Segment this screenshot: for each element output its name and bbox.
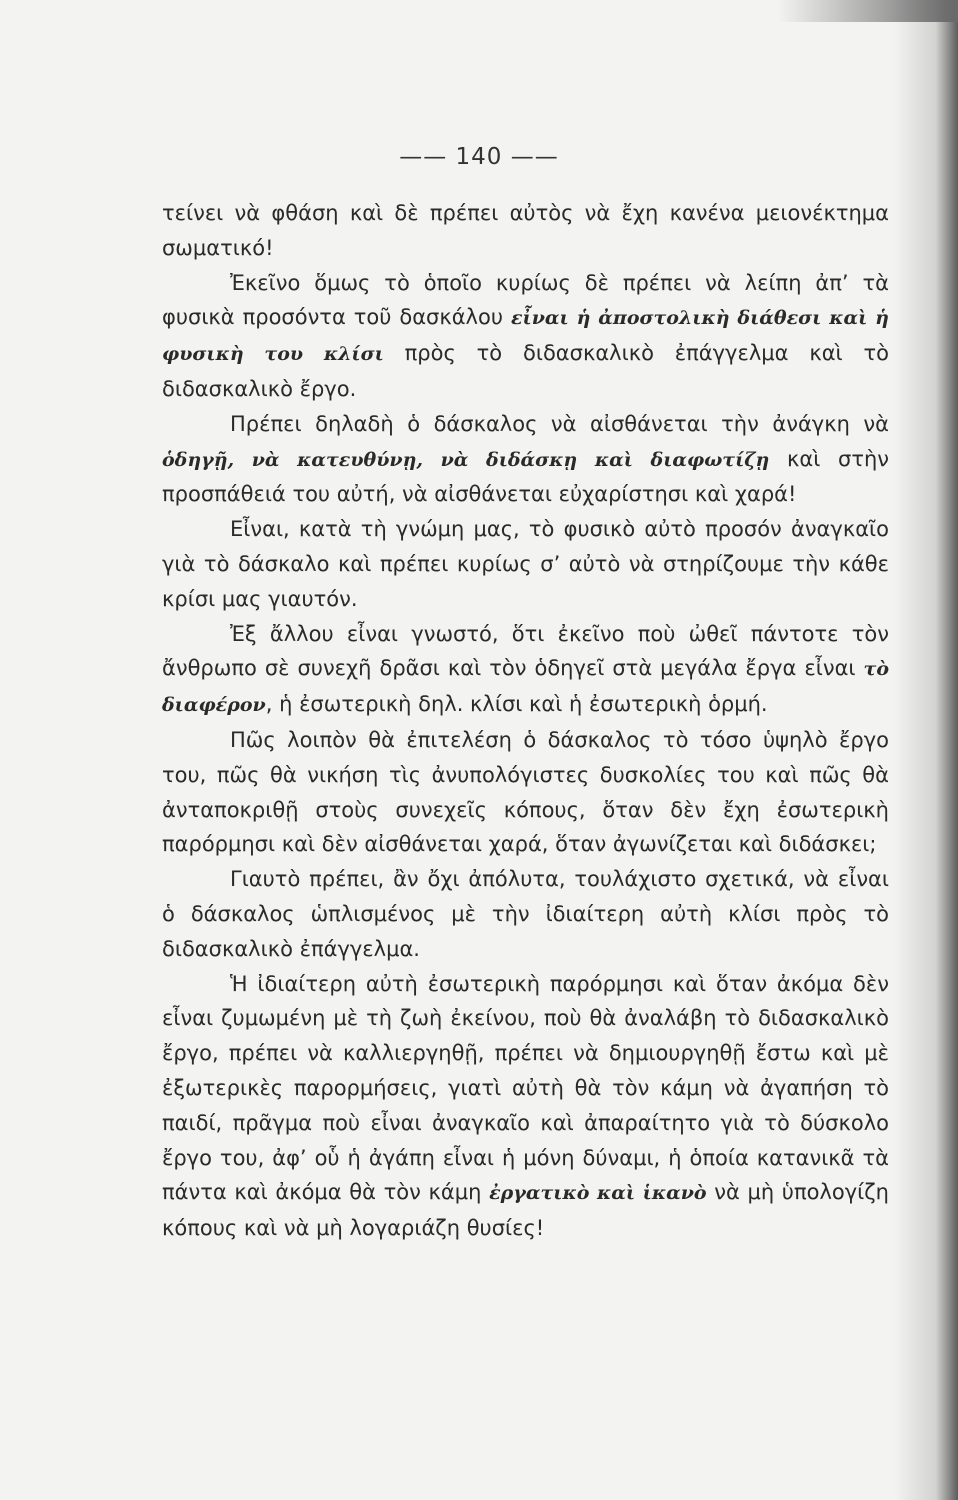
scan-corner-shadow [778, 0, 958, 22]
paragraph-8 [162, 967, 889, 1246]
paragraph-3 [162, 407, 889, 512]
body-text [162, 196, 889, 1246]
text-run: Γιαυτὸ πρέπει, ἂν ὄχι ἀπόλυτα, τουλάχιστο σχετικά, νὰ εἶναι ὁ δάσκαλος ὡπλισμένος μὲ τὴν ἰδιαίτερη αὐτὴ κλίσι πρὸς τὸ διδασκαλικὸ ἐπάγγελμα. [162, 867, 889, 961]
text-run: Ἐκεῖνο ὅμως τὸ ὁποῖο κυρίως δὲ πρέπει νὰ λείπη ἀπ’ τὰ φυσικὰ προσόντα τοῦ δασκάλου [162, 270, 889, 330]
text-run: Πῶς λοιπὸν θὰ ἐπιτελέση ὁ δάσκαλος τὸ τόσο ὑψηλὸ ἔργο του, πῶς θὰ νικήση τὶς ἀνυπολόγιστες δυσκολίες του καὶ πῶς θὰ ἀνταποκριθῇ στοὺς συνεχεῖς κόπους, ὅταν δὲν ἔχη ἐσωτερικὴ παρόρμησι καὶ δὲν αἰσθάνεται χαρά, ὅταν ἀγωνίζεται καὶ διδάσκει; [162, 727, 889, 857]
text-run: Ἡ ἰδιαίτερη αὐτὴ ἐσωτερικὴ παρόρμησι καὶ ὅταν ἀκόμα δὲν εἶναι ζυμωμένη μὲ τὴ ζωὴ ἐκείνου, ποὺ θὰ ἀναλάβη τὸ διδασκαλικὸ ἔργο, πρέπει νὰ καλλιεργηθῇ, πρέπει νὰ δημιουργηθῇ ἔστω καὶ μὲ ἐξωτερικὲς παρορμήσεις, γιατὶ αὐτὴ θὰ τὸν κάμη νὰ ἀγαπήση τὸ παιδί, πρᾶγμα ποὺ εἶναι ἀναγκαῖο καὶ ἀπαραίτητο γιὰ τὸ δύσκολο ἔργο του, ἀφ’ οὗ ἡ ἀγάπη εἶναι ἡ μόνη δύναμι, ἡ ὁποία κατανικᾶ τὰ πάντα καὶ ἀκόμα θὰ τὸν κάμη [162, 971, 889, 1205]
paragraph-2 [162, 266, 889, 407]
text-run: νὰ μὴ ὑπολογίζη κόπους καὶ νὰ μὴ λογαριάζη θυσίες! [162, 1180, 889, 1241]
paragraph-4 [162, 512, 889, 616]
emphasis-run: τὸ διαφέρον [162, 658, 889, 717]
text-run: , ἡ ἐσωτερικὴ δηλ. κλίσι καὶ ἡ ἐσωτερικὴ ὁρμή. [265, 692, 768, 717]
text-run: Ἐξ ἄλλου εἶναι γνωστό, ὅτι ἐκεῖνο ποὺ ὠθεῖ πάντοτε τὸν ἄνθρωπο σὲ συνεχῆ δρᾶσι καὶ τὸν ὁδηγεῖ στὰ μεγάλα ἔργα εἶναι [162, 621, 889, 681]
emphasis-run: ἐργατικὸ καὶ ἱκανὸ [489, 1182, 707, 1205]
text-run: πρὸς τὸ διδασκαλικὸ ἐπάγγελμα καὶ τὸ διδασκαλικὸ ἔργο. [162, 341, 889, 401]
scan-edge-shadow [894, 0, 958, 1500]
text-run: Εἶναι, κατὰ τὴ γνώμη μας, τὸ φυσικὸ αὐτὸ προσόν ἀναγκαῖο γιὰ τὸ δάσκαλο καὶ πρέπει κυρίως σ’ αὐτὸ νὰ στηρίζουμε τὴν κάθε κρίσι μας γιαυτόν. [162, 517, 889, 611]
text-run: καὶ στὴν προσπάθειά του αὐτή, νὰ αἰσθάνεται εὐχαρίστησι καὶ χαρά! [162, 446, 890, 507]
emphasis-run: εἶναι ἡ ἀποστολικὴ διάθεσι καὶ ἡ φυσικὴ του κλίσι [162, 307, 890, 366]
emphasis-run: ὁδηγῇ, νὰ κατευθύνῃ, νὰ διδάσκῃ καὶ διαφωτίζῃ [162, 448, 770, 471]
text-run: τείνει νὰ φθάση καὶ δὲ πρέπει αὐτὸς νὰ ἔχη κανένα μειονέκτημα σωματικό! [162, 201, 889, 260]
text-run: Πρέπει δηλαδὴ ὁ δάσκαλος νὰ αἰσθάνεται τὴν ἀνάγκη νὰ [230, 411, 889, 436]
paragraph-5 [162, 617, 889, 723]
paragraph-1 [162, 196, 889, 266]
page-number: —— 140 —— [399, 144, 559, 170]
paragraph-6 [162, 723, 889, 862]
paragraph-7 [162, 862, 889, 966]
